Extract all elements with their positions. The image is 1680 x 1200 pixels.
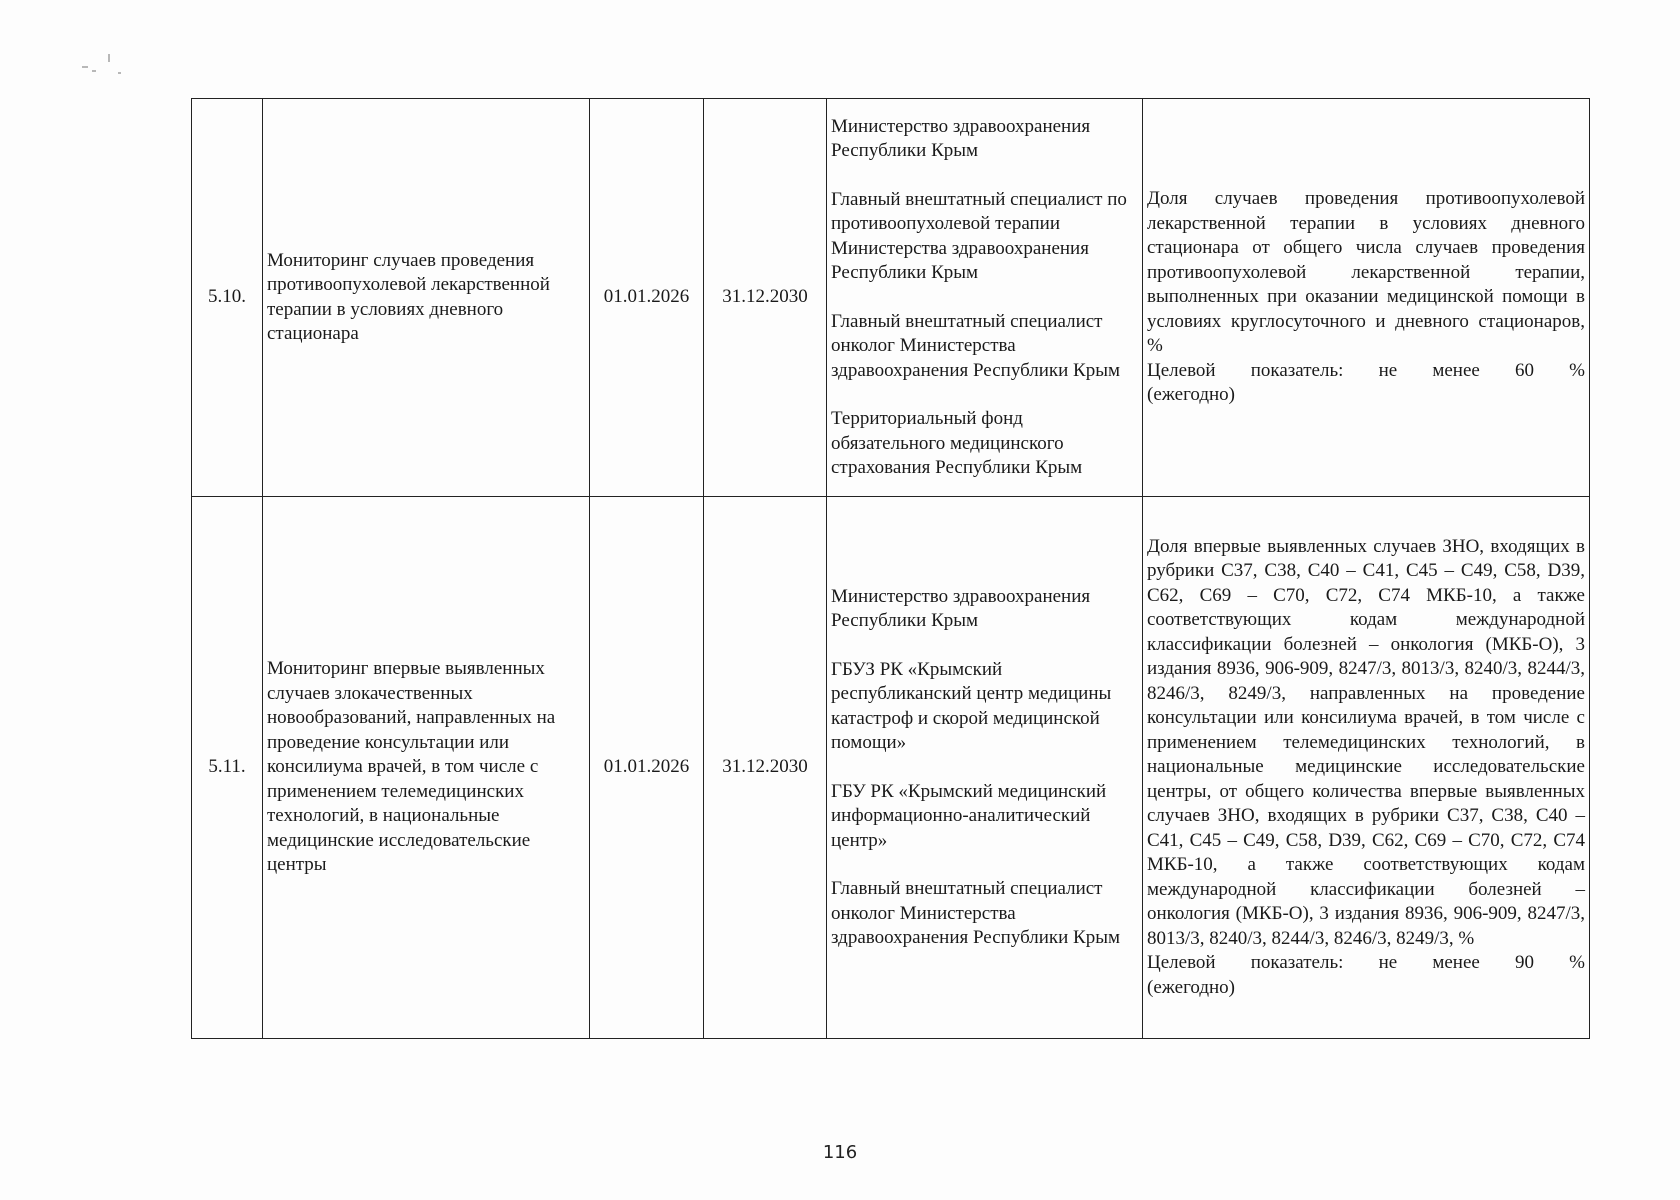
target-period: (ежегодно) bbox=[1147, 976, 1236, 998]
start-date: 01.01.2026 bbox=[590, 497, 704, 1039]
page-number: 116 bbox=[822, 1142, 858, 1163]
table-row bbox=[192, 99, 1590, 497]
responsible-party: Территориальный фонд обязательного медицинского страхования Республики Крым bbox=[831, 408, 1083, 478]
start-date: 01.01.2026 bbox=[590, 99, 704, 497]
responsible-party: Министерство здравоохранения Республики Крым bbox=[831, 115, 1091, 161]
indicator-text: Доля впервые выявленных случаев ЗНО, входящих в рубрики С37, С38, С40 – С41, С45 – С49, С58, D39, С62, С69 – С70, С72, С74 МКБ-10, а также соответствующих кодам международной классификации болезней – онкология (МКБ-О), 3 издания 8936, 906-909, 8247/3, 8013/3, 8240/3, 8244/3, 8246/3, 8249/3, направленных на проведение консультации или консилиума врачей, в том числе с применением телемедицинских технологий, в национальные медицинские исследовательские центры, от общего количества впервые выявленных случаев ЗНО, входящих в рубрики С37, С38, С40 – С41, С45 – С49, С58, D39, С62, С69 – С70, С72, С74 МКБ-10, а также соответствующих кодам международной классификации болезней – онкология (МКБ-О), 3 издания 8936, 906-909, 8247/3, 8013/3, 8240/3, 8244/3, 8246/3, 8249/3, % bbox=[1147, 535, 1585, 949]
responsible-party: Главный внештатный специалист по противоопухолевой терапии Министерства здравоохранения Республики Крым bbox=[831, 188, 1127, 283]
responsible-cell bbox=[827, 99, 1143, 497]
target-value: Целевой показатель: не менее 90 % bbox=[1147, 952, 1585, 974]
indicator-cell bbox=[1143, 99, 1590, 497]
responsible-party: Главный внештатный специалист онколог Министерства здравоохранения Республики Крым bbox=[831, 310, 1121, 381]
activity-name: Мониторинг случаев проведения противоопухолевой лекарственной терапии в условиях дневного стационара bbox=[263, 99, 590, 497]
scan-artifact bbox=[78, 46, 138, 88]
responsible-party: ГБУ РК «Крымский медицинский информационно-аналитический центр» bbox=[831, 780, 1107, 851]
responsible-party: Министерство здравоохранения Республики Крым bbox=[831, 585, 1091, 631]
responsible-party: ГБУЗ РК «Крымский республиканский центр медицины катастроф и скорой медицинской помощи» bbox=[831, 658, 1112, 753]
end-date: 31.12.2030 bbox=[704, 497, 827, 1039]
activity-name: Мониторинг впервые выявленных случаев злокачественных новообразований, направленных на проведение консультации или консилиума врачей, в том числе с применением телемедицинских технологий, в национальные медицинские исследовательские центры bbox=[263, 497, 590, 1039]
indicator-cell bbox=[1143, 497, 1590, 1039]
target-value: Целевой показатель: не менее 60 % bbox=[1147, 359, 1585, 381]
activity-table bbox=[191, 98, 1590, 1039]
responsible-cell bbox=[827, 497, 1143, 1039]
end-date: 31.12.2030 bbox=[704, 99, 827, 497]
row-number: 5.11. bbox=[192, 497, 263, 1039]
indicator-text: Доля случаев проведения противоопухолевой лекарственной терапии в условиях дневного стационара от общего числа случаев проведения противоопухолевой лекарственной терапии, выполненных при оказании медицинской помощи в условиях круглосуточного и дневного стационаров, % bbox=[1147, 188, 1585, 357]
responsible-party: Главный внештатный специалист онколог Министерства здравоохранения Республики Крым bbox=[831, 878, 1121, 948]
table-row bbox=[192, 497, 1590, 1039]
target-period: (ежегодно) bbox=[1147, 384, 1236, 406]
row-number: 5.10. bbox=[192, 99, 263, 497]
